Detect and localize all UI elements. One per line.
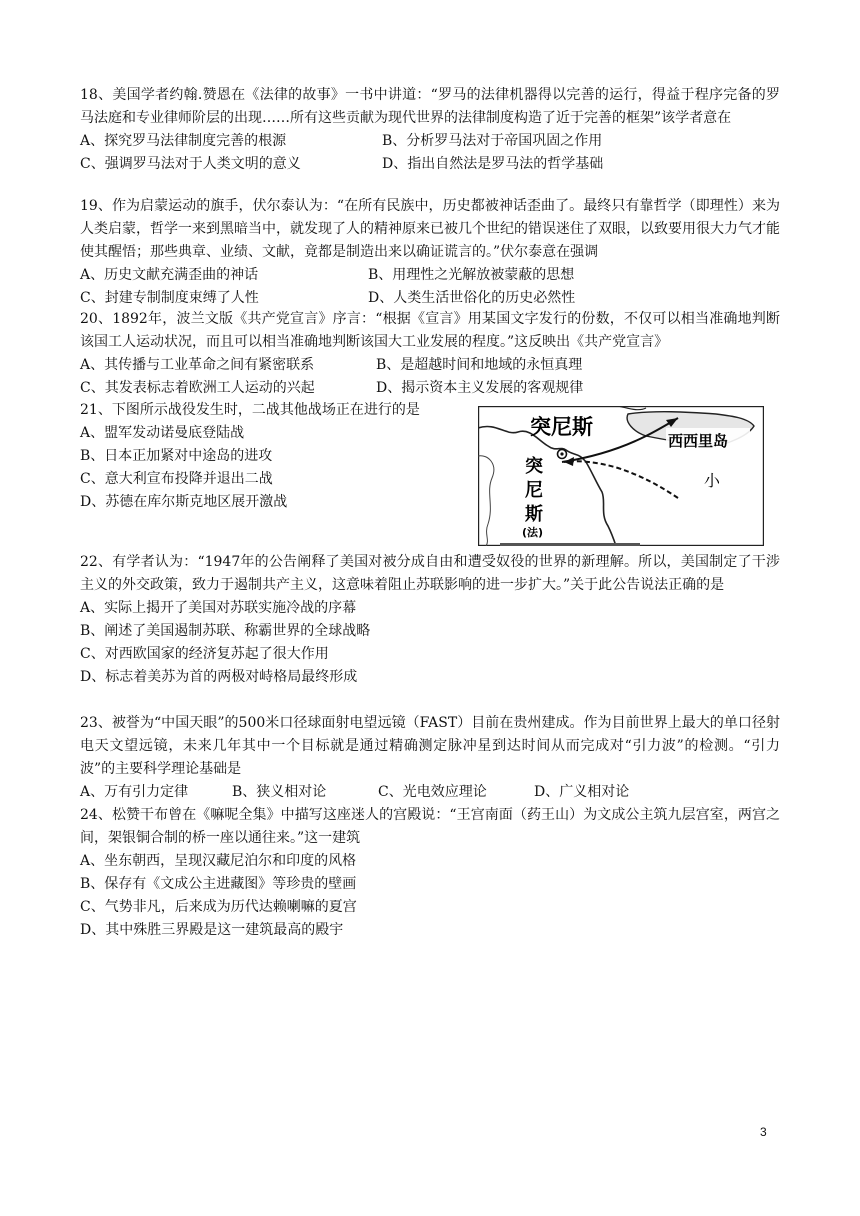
option-d: D、揭示资本主义发展的客观规律: [376, 380, 584, 396]
option-b: B、保存有《文成公主进藏图》等珍贵的壁画: [80, 876, 357, 892]
question-stem: 22、有学者认为：“1947年的公告阐释了美国对被分成自由和遭受奴役的世界的新理解。所以，美国制定了干涉主义的外交政策，致力于遏制共产主义，这意味着阻止苏联影响的进一步扩大。”关于此公告说法正确的是: [80, 554, 780, 593]
option-a: A、历史文献充满歪曲的神话: [80, 267, 259, 283]
question-20: [80, 308, 780, 400]
option-row: [80, 153, 780, 176]
option-row: [80, 377, 780, 400]
city-label: 突尼斯: [530, 415, 593, 439]
option-b: B、用理性之光解放被蒙蔽的思想: [368, 267, 575, 283]
option-a: A、坐东朝西，呈现汉藏尼泊尔和印度的风格: [80, 853, 357, 869]
option-c: C、强调罗马法对于人类文明的意义: [80, 156, 301, 172]
option-c: C、对西欧国家的经济复苏起了很大作用: [80, 646, 329, 662]
option-b: B、阐述了美国遏制苏联、称霸世界的全球战略: [80, 623, 371, 639]
option-c: C、封建专制制度束缚了人性: [80, 290, 259, 306]
country-label-1: 突: [525, 456, 543, 477]
option-d: D、其中殊胜三界殿是这一建筑最高的殿宇: [80, 922, 344, 938]
country-note: (法): [522, 526, 544, 539]
option-c: C、意大利宣布投降并退出二战: [80, 471, 273, 487]
question-stem: 19、作为启蒙运动的旗手，伏尔泰认为：“在所有民族中，历史都被神话歪曲了。最终只有靠哲学（即理性）来为人类启蒙，哲学一来到黑暗当中，就发现了人的精神原来已被几个世纪的错误迷住了双眼，以致要用很大力气才能使其醒悟；那些典章、业绩、文献，竟都是制造出来以确证谎言的。”伏尔泰意在强调: [80, 198, 780, 260]
option-a: A、万有引力定律: [80, 784, 189, 800]
question-stem: 18、美国学者约翰.赞恩在《法律的故事》一书中讲道：“罗马的法律机器得以完善的运行，得益于程序完备的罗马法庭和专业律师阶层的出现……所有这些贡献为现代世界的法律制度构造了近于完善的框架”该学者意在: [80, 87, 780, 126]
option-a: A、其传播与工业革命之间有紧密联系: [80, 357, 315, 373]
question-stem: 23、被誉为“中国天眼”的500米口径球面射电望远镜（FAST）目前在贵州建成。作为目前世界上最大的单口径射电天文望远镜，未来几年其中一个目标就是通过精确测定脉冲星到达时间从而完成对“引力波”的检测。“引力波”的主要科学理论基础是: [80, 715, 780, 777]
question-22: [80, 551, 780, 689]
option-b: B、是超越时间和地域的永恒真理: [376, 357, 583, 373]
option-b: B、狭义相对论: [232, 784, 327, 800]
question-21: [80, 399, 470, 514]
question-stem: 21、下图所示战役发生时，二战其他战场正在进行的是: [80, 402, 420, 418]
option-d: D、指出自然法是罗马法的哲学基础: [382, 156, 604, 172]
option-c: C、光电效应理论: [378, 784, 487, 800]
question-stem: 20、1892年，波兰文版《共产党宣言》序言：“根据《宣言》用某国文字发行的份数，不仅可以相当准确地判断该国工人运动状况，而且可以相当准确地判断该国大工业发展的程度。”这反映出《共产党宣言》: [80, 311, 780, 350]
option-b: B、日本正加紧对中途岛的进攻: [80, 448, 273, 464]
question-24: [80, 804, 780, 942]
option-row: [80, 130, 780, 153]
question-19: [80, 195, 780, 310]
option-row: [80, 287, 780, 310]
question-18: [80, 84, 780, 176]
page-number: 3: [760, 1125, 767, 1139]
option-a: A、盟军发动诺曼底登陆战: [80, 425, 245, 441]
country-label-2: 尼: [525, 480, 543, 501]
option-a: A、实际上揭开了美国对苏联实施冷战的序幕: [80, 600, 357, 616]
option-c: C、其发表标志着欧洲工人运动的兴起: [80, 380, 315, 396]
option-b: B、分析罗马法对于帝国巩固之作用: [382, 133, 603, 149]
option-row: [80, 354, 780, 377]
option-d: D、广义相对论: [534, 784, 630, 800]
option-d: D、苏德在库尔斯克地区展开激战: [80, 494, 288, 510]
option-d: D、人类生活世俗化的历史必然性: [368, 290, 576, 306]
option-c: C、气势非凡，后来成为历代达赖喇嘛的夏宫: [80, 899, 357, 915]
country-label-3: 斯: [525, 504, 543, 525]
option-d: D、标志着美苏为首的两极对峙格局最终形成: [80, 669, 358, 685]
small-label: 小: [704, 471, 721, 490]
question-23: [80, 712, 780, 804]
north-africa-map: [478, 406, 764, 546]
island-label: 西西里岛: [668, 432, 729, 450]
option-row: [80, 264, 780, 287]
option-a: A、探究罗马法律制度完善的根源: [80, 133, 287, 149]
option-row: [80, 781, 780, 804]
question-stem: 24、松赞干布曾在《嘛呢全集》中描写这座迷人的宫殿说：“王宫南面（药王山）为文成公主筑九层宫室，两宫之间，架银铜合制的桥一座以通往来。”这一建筑: [80, 807, 780, 846]
